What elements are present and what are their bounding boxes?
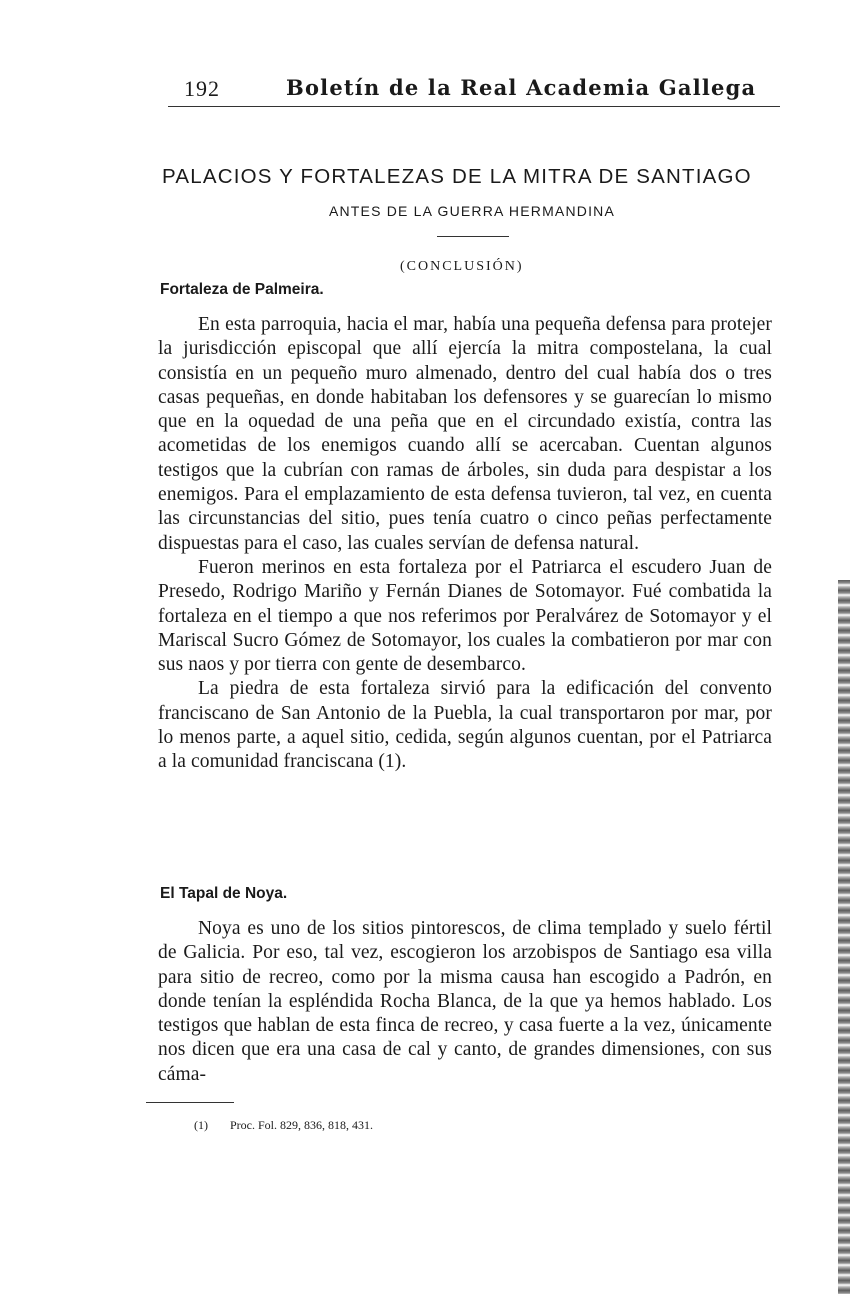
- section-heading-palmeira: Fortaleza de Palmeira.: [160, 281, 324, 298]
- footnote: [194, 1118, 373, 1133]
- paragraph: En esta parroquia, hacia el mar, había una pequeña defensa para protejer la jurisdicción episcopal que allí ejercía la mitra compostelana, la cual consistía en un pequeño muro almenado, dentro del cual había dos o tres casas pequeñas, en donde habitaban los defensores y se guarecían lo mismo que en la oquedad de una peña que en el circundado existía, contra las acometidas de los enemigos cuando allí se acercaban. Cuentan algunos testigos que la cubrían con ramas de árboles, sin duda para despistar a los enemigos. Para el emplazamiento de esta defensa tuvieron, tal vez, en cuenta las circunstancias del sitio, pues tenía cuatro o cinco peñas perfectamente dispuestas para el caso, las cuales servían de defensa natural.: [158, 314, 772, 554]
- section-heading-noya: El Tapal de Noya.: [160, 885, 288, 902]
- running-head: [168, 70, 780, 100]
- footnote-rule: [146, 1102, 234, 1103]
- scan-edge-artifact: [838, 580, 850, 1294]
- section-body-palmeira: [158, 313, 772, 775]
- paragraph: La piedra de esta fortaleza sirvió para la edificación del convento franciscano de San Antonio de la Puebla, la cual transportaron por mar, por lo menos parte, a aquel sitio, cedida, según algunos cuentan, por el Patriarca a la comunidad franciscana (1).: [158, 678, 772, 773]
- title-divider: [437, 236, 509, 237]
- conclusion-label: (CONCLUSIÓN): [400, 259, 524, 274]
- article-title: PALACIOS Y FORTALEZAS DE LA MITRA DE SANTIAGO: [162, 165, 752, 188]
- footnote-marker: (1): [194, 1118, 208, 1132]
- paragraph: Noya es uno de los sitios pintorescos, de clima templado y suelo fértil de Galicia. Por eso, tal vez, escogieron los arzobispos de Santiago esa villa para sitio de recreo, como por la misma causa han escogido a Padrón, en donde tenían la espléndida Rocha Blanca, de la que ya hemos hablado. Los testigos que hablan de esta finca de recreo, y casa fuerte a la vez, únicamente nos dicen que era una casa de cal y canto, de grandes dimensiones, con sus cáma-: [158, 918, 772, 1085]
- header-rule: [168, 106, 780, 107]
- section-body-noya: [158, 917, 772, 1087]
- article-subtitle: ANTES DE LA GUERRA HERMANDINA: [328, 203, 616, 219]
- journal-title: Boletín de la Real Academia Gallega: [286, 75, 757, 100]
- footnote-text: Proc. Fol. 829, 836, 818, 431.: [230, 1118, 374, 1132]
- page-number: 192: [184, 76, 220, 101]
- paragraph: Fueron merinos en esta fortaleza por el Patriarca el escudero Juan de Presedo, Rodrigo Mariño y Fernán Dianes de Sotomayor. Fué combatida la fortaleza en el tiempo a que nos referimos por Peralvárez de Sotomayor y el Mariscal Sucro Gómez de Sotomayor, los cuales la combatieron por mar con sus naos y por tierra con gente de desembarco.: [158, 556, 772, 676]
